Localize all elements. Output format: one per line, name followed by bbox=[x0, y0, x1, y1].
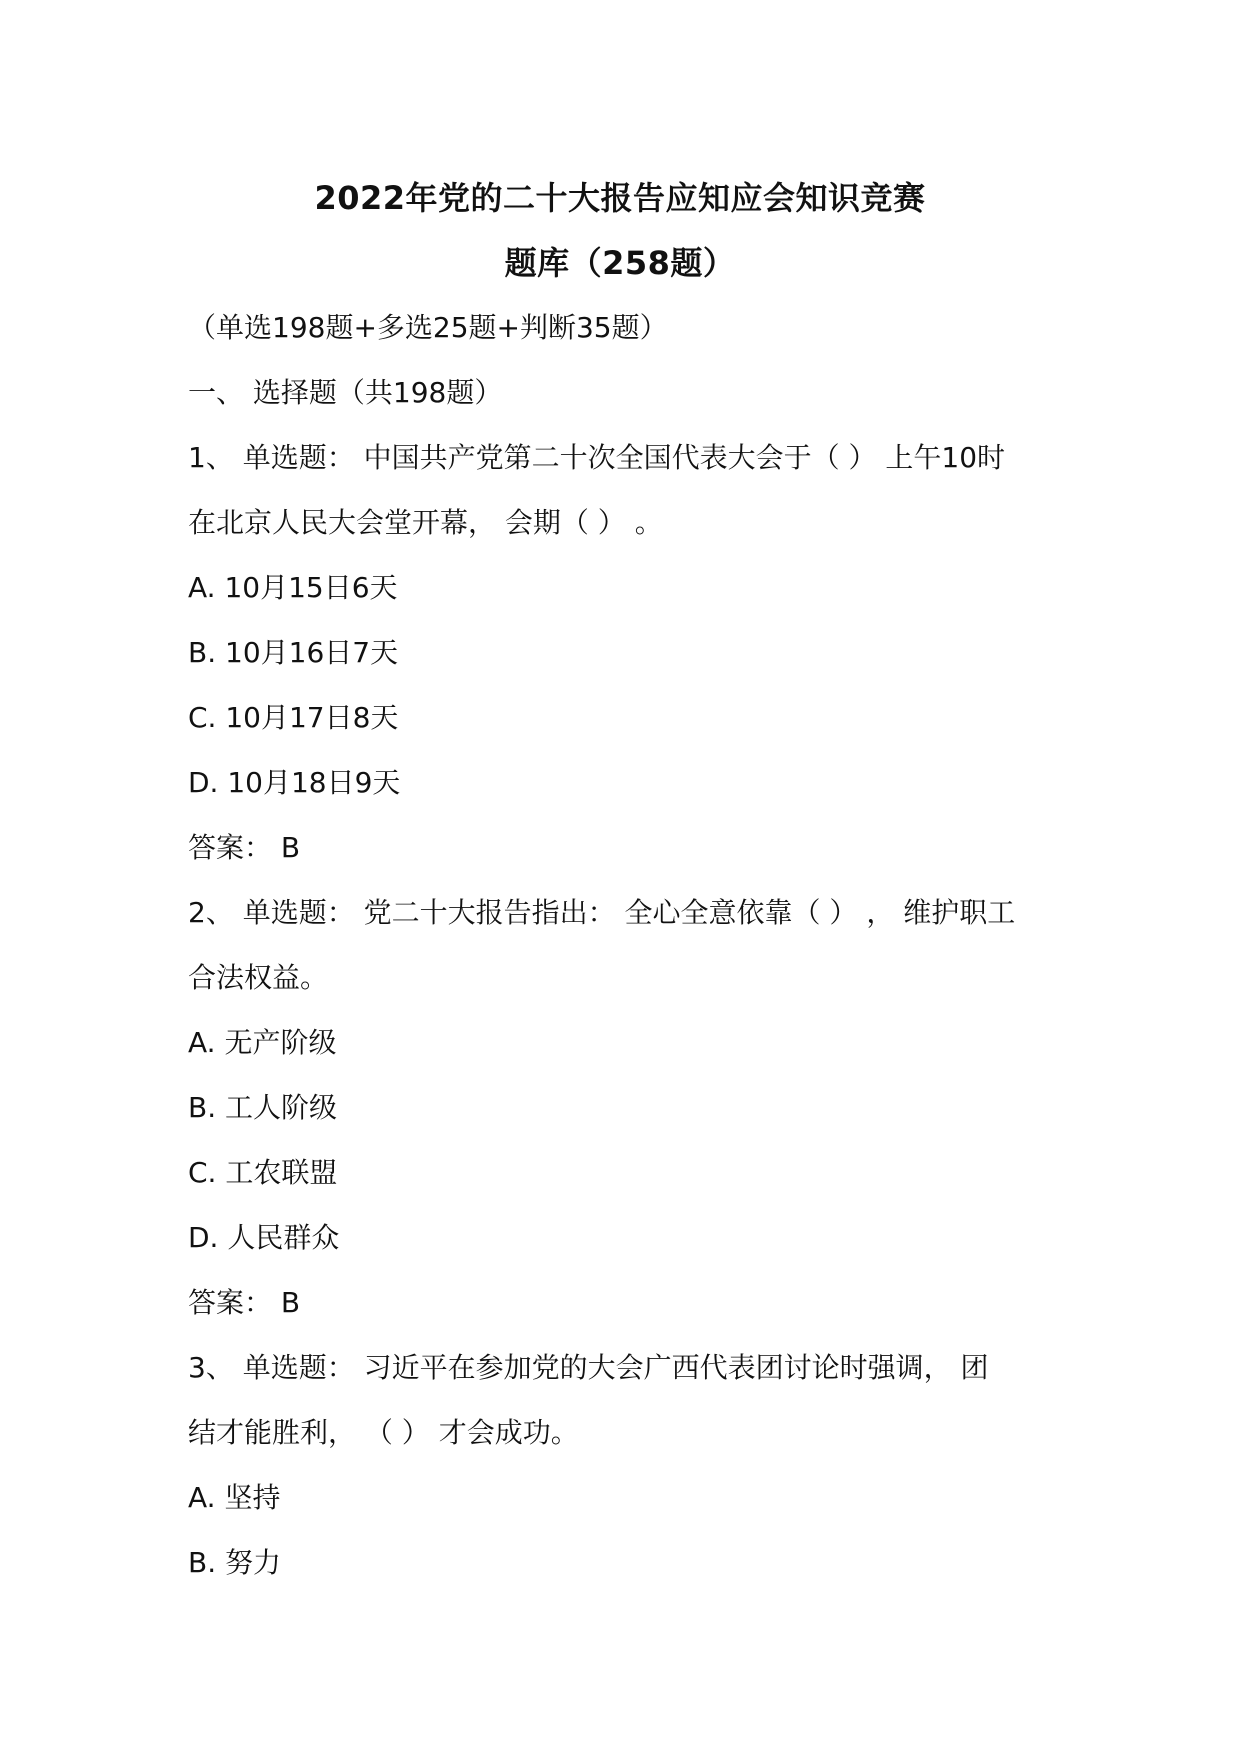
question-1-option-b: B. 10月16日7天 bbox=[188, 636, 399, 669]
question-2-option-b: B. 工人阶级 bbox=[188, 1091, 338, 1124]
question-1-option-d: D. 10月18日9天 bbox=[188, 766, 401, 799]
question-1-stem-line2: 在北京人民大会堂开幕， 会期（ ） 。 bbox=[188, 506, 663, 539]
question-2-option-a: A. 无产阶级 bbox=[188, 1026, 337, 1059]
question-2-answer: 答案： B bbox=[188, 1286, 301, 1319]
question-2-stem-line2: 合法权益。 bbox=[188, 961, 329, 994]
question-count-summary: （单选198题+多选25题+判断35题） bbox=[188, 311, 668, 344]
document-title-line1: 2022年党的二十大报告应知应会知识竞赛 bbox=[314, 179, 926, 217]
question-1-stem-line1: 1、 单选题： 中国共产党第二十次全国代表大会于（ ） 上午10时 bbox=[188, 441, 1006, 474]
question-3-option-a: A. 坚持 bbox=[188, 1481, 281, 1514]
question-3-option-b: B. 努力 bbox=[188, 1546, 282, 1579]
question-2-option-c: C. 工农联盟 bbox=[188, 1156, 338, 1189]
question-1-answer: 答案： B bbox=[188, 831, 301, 864]
question-3-stem-line2: 结才能胜利， （ ） 才会成功。 bbox=[188, 1416, 579, 1449]
question-1-option-a: A. 10月15日6天 bbox=[188, 571, 398, 604]
question-2-option-d: D. 人民群众 bbox=[188, 1221, 340, 1254]
question-3-stem-line1: 3、 单选题： 习近平在参加党的大会广西代表团讨论时强调， 团 bbox=[188, 1351, 989, 1384]
section-heading: 一、 选择题（共198题） bbox=[188, 376, 503, 409]
question-1-option-c: C. 10月17日8天 bbox=[188, 701, 399, 734]
document-title-line2: 题库（258题） bbox=[504, 244, 736, 282]
question-2-stem-line1: 2、 单选题： 党二十大报告指出： 全心全意依靠（ ） ， 维护职工 bbox=[188, 896, 1016, 929]
